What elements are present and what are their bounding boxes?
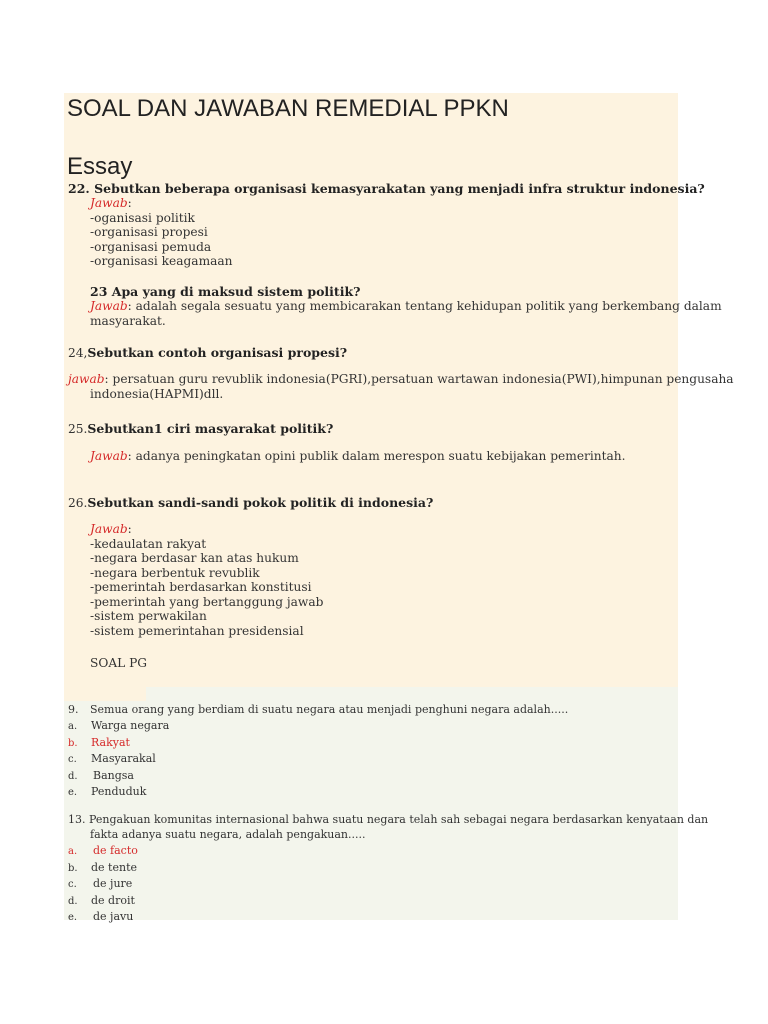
mc-question-9-text: Semua orang yang berdiam di suatu negara atau menjadi penghuni negara adalah..... (90, 703, 569, 716)
answer-23-label: Jawab (90, 299, 128, 313)
answer-26-label: Jawab (90, 522, 128, 536)
answer-22 (90, 196, 233, 269)
mc-question-13-options (68, 843, 138, 926)
answer-26-item: -negara berdasar kan atas hukum (90, 551, 299, 565)
answer-26-item: -sistem perwakilan (90, 609, 207, 623)
answer-22-label: Jawab (90, 196, 128, 210)
mc-question-9-options (68, 718, 169, 801)
essay-heading: Essay (67, 153, 133, 180)
answer-24-line2: indonesia(HAPMI)dll. (90, 386, 224, 401)
question-24-number: 24, (68, 346, 88, 360)
answer-25-text: : adanya peningkatan opini publik dalam merespon suatu kebijakan pemerintah. (127, 449, 626, 463)
mc-option: e. Penduduk (68, 785, 147, 798)
answer-26-item: -kedaulatan rakyat (90, 536, 207, 551)
mc-option: b. de tente (68, 860, 137, 874)
answer-23-line2: masyarakat. (90, 313, 166, 328)
mc-question-13 (68, 812, 709, 842)
mc-question-13-number: 13. (68, 813, 86, 826)
answer-26-item: -pemerintah yang bertanggung jawab (90, 594, 324, 609)
mc-option-correct: b. Rakyat (68, 735, 130, 749)
answer-22-item: -organisasi propesi (90, 225, 208, 239)
question-22-text: Sebutkan beberapa organisasi kemasyarakatan yang menjadi infra struktur indonesia? (94, 181, 705, 196)
answer-23-line1: : adalah segala sesuatu yang membicarakan tentang kehidupan politik yang berkembang dalam (127, 299, 722, 313)
answer-24 (68, 372, 734, 401)
mc-option: c. de jure (68, 877, 133, 890)
question-26-text: Sebutkan sandi-sandi pokok politik di indonesia? (87, 495, 434, 510)
question-22-number: 22. (68, 181, 90, 196)
mc-option: c. Masyarakal (68, 752, 156, 765)
answer-24-line1: : persatuan guru revublik indonesia(PGRI),persatuan wartawan indonesia(PWI),himpunan pengusaha (104, 372, 734, 386)
question-23: 23 Apa yang di maksud sistem politik? (90, 284, 361, 299)
essay-section-background-tail (64, 687, 146, 701)
answer-26-item: -negara berbentuk revublik (90, 565, 260, 580)
answer-23 (90, 299, 722, 328)
question-26-number: 26. (68, 496, 88, 510)
mc-option-correct: a. de facto (68, 844, 138, 857)
mc-option: d. de droit (68, 893, 135, 907)
mc-question-13-line1: Pengakuan komunitas internasional bahwa suatu negara telah sah sebagai negara berdasarkan kenyataan dan (89, 813, 709, 826)
document-title: SOAL DAN JAWABAN REMEDIAL PPKN (67, 95, 509, 122)
answer-25 (90, 449, 626, 464)
mc-option: e. de javu (68, 910, 134, 923)
question-24 (68, 342, 347, 361)
mc-option: d. Bangsa (68, 768, 134, 782)
question-24-text: Sebutkan contoh organisasi propesi? (87, 345, 348, 360)
answer-26-item: -sistem pemerintahan presidensial (90, 623, 304, 638)
answer-26 (90, 522, 323, 638)
answer-25-label: Jawab (90, 449, 128, 463)
mc-question-9-number: 9. (68, 703, 79, 716)
mc-option: a. Warga negara (68, 719, 170, 732)
mc-question-13-line2: fakta adanya suatu negara, adalah pengakuan..... (90, 828, 366, 841)
answer-26-item: -pemerintah berdasarkan konstitusi (90, 580, 312, 594)
question-22 (68, 181, 705, 196)
question-26 (68, 492, 433, 511)
question-25-number: 25. (68, 422, 88, 436)
mc-question-9 (68, 703, 568, 716)
question-25-text: Sebutkan1 ciri masyarakat politik? (87, 421, 334, 436)
pg-heading: SOAL PG (90, 656, 148, 670)
answer-22-item: -organisasi keagamaan (90, 254, 233, 268)
answer-26-colon: : (127, 522, 132, 536)
answer-22-item: -organisasi pemuda (90, 239, 212, 254)
answer-22-colon: : (127, 196, 132, 210)
answer-22-item: -oganisasi politik (90, 210, 195, 225)
answer-24-label: jawab (68, 372, 105, 386)
question-25 (68, 418, 333, 437)
